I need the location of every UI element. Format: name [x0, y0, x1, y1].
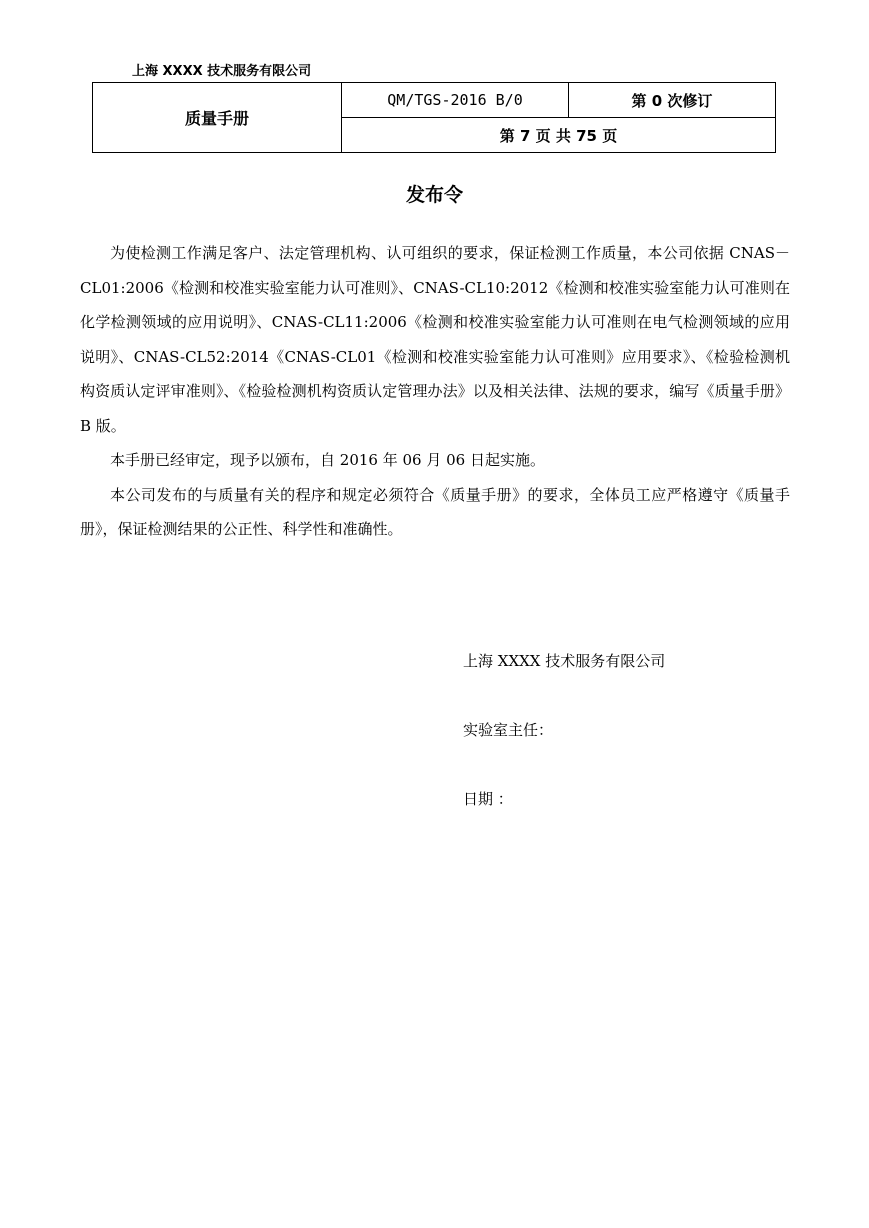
document-code: QM/TGS-2016 B/0 [342, 83, 569, 118]
page-info: 第 7 页 共 75 页 [342, 118, 776, 153]
signature-company: 上海 XXXX 技术服务有限公司 [463, 652, 666, 670]
document-body [80, 236, 790, 547]
header-company-name: 上海 XXXX 技术服务有限公司 [132, 64, 312, 79]
paragraph-compliance: 本公司发布的与质量有关的程序和规定必须符合《质量手册》的要求，全体员工应严格遵守《质量手册》，保证检测结果的公正性、科学性和准确性。 [80, 485, 790, 538]
paragraph-effective-date: 本手册已经审定，现予以颁布，自 2016 年 06 月 06 日起实施。 [110, 451, 545, 469]
date-label: 日期 ： [463, 790, 513, 808]
signature-block [463, 648, 665, 855]
document-header-table [92, 82, 776, 153]
manual-title: 质量手册 [93, 83, 342, 153]
revision-number: 第 0 次修订 [569, 83, 776, 118]
director-label: 实验室主任： [463, 721, 554, 739]
paragraph-purpose: 为使检测工作满足客户、法定管理机构、认可组织的要求，保证检测工作质量，本公司依据 CNAS－CL01:2006《检测和校准实验室能力认可准则》、CNAS-CL10:2012《检测和校准实验室能力认可准则在化学检测领域的应用说明》、CNAS-CL11:2006《检测和校准实验室能力认可准则在电气检测领域的应用说明》、CNAS-CL52:2014《CNAS-CL01《检测和校准实验室能力认可准则》应用要求》、《检验检测机构资质认定评审准则》、《检验检测机构资质认定管理办法》以及相关法律、法规的要求，编写《质量手册》B 版。 [80, 244, 790, 435]
page-title: 发布令 [405, 184, 463, 206]
